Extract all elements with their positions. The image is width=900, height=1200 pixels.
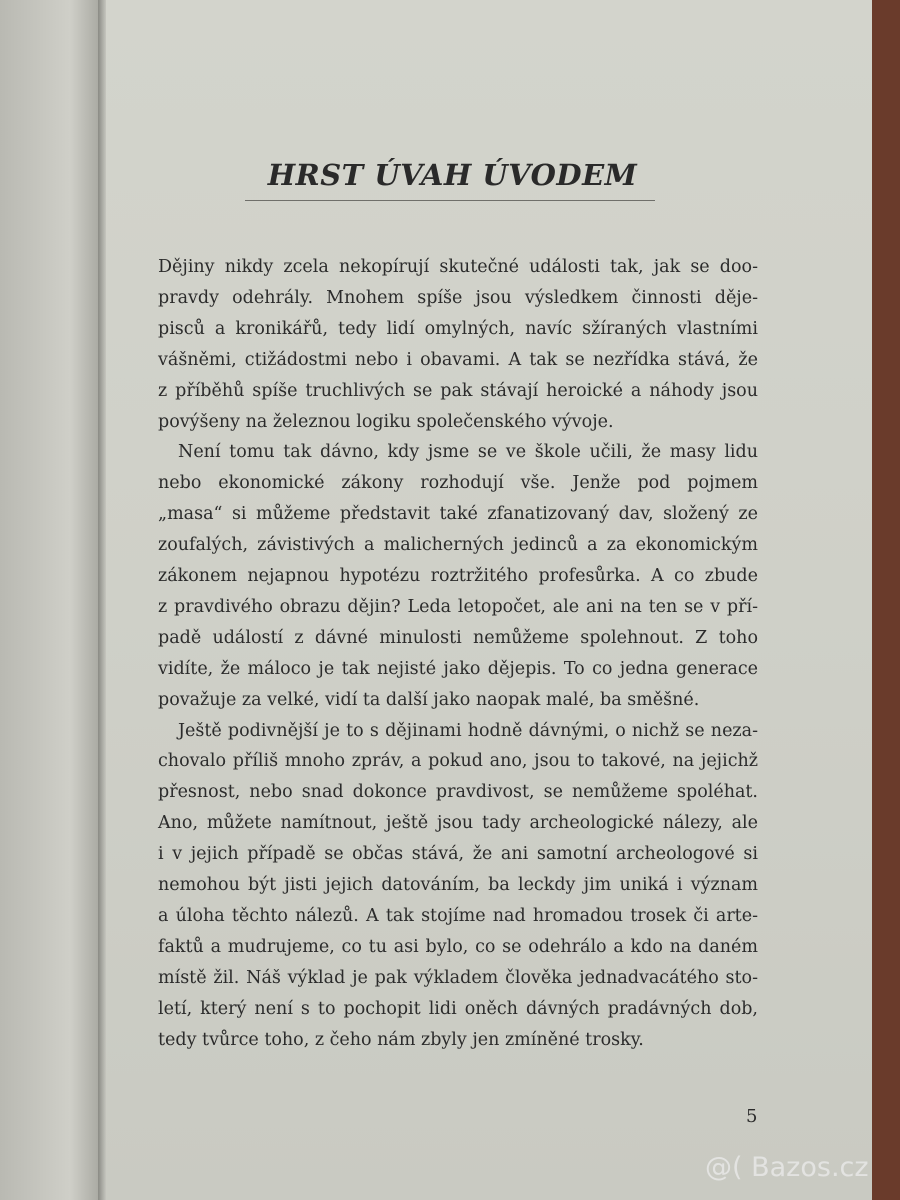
text-line: z příběhů spíše truchlivých se pak stávají heroické a náhody jsou	[158, 380, 758, 401]
page-number: 5	[746, 1106, 758, 1127]
text-line: nebo ekonomické zákony rozhodují vše. Jenže pod pojmem	[158, 473, 758, 494]
text-line: pisců a kronikářů, tedy lidí omylných, navíc sžíraných vlastními	[158, 318, 758, 339]
text-line: „masa“ si můžeme představit také zfanatizovaný dav, složený ze	[158, 504, 758, 525]
text-line: Ano, můžete namítnout, ještě jsou tady archeologické nálezy, ale	[158, 813, 758, 834]
text-line: faktů a mudrujeme, co tu asi bylo, co se odehrálo a kdo na daném	[158, 936, 758, 957]
text-line: považuje za velké, vidí ta další jako naopak malé, ba směšné.	[158, 689, 700, 710]
watermark: @( Bazos.cz	[705, 1152, 869, 1183]
chapter-title: HRST ÚVAH ÚVODEM	[267, 158, 638, 192]
text-line: povýšeny na železnou logiku společenského vývoje.	[158, 411, 614, 432]
text-line: padě událostí z dávné minulosti nemůžeme spolehnout. Z toho	[158, 627, 758, 648]
text-line: chovalo příliš mnoho zpráv, a pokud ano, jsou to takové, na jejichž	[158, 751, 758, 772]
text-line: pravdy odehrály. Mnohem spíše jsou výsledkem činnosti děje-	[158, 287, 758, 308]
text-line: vášněmi, ctižádostmi nebo i obavami. A tak se nezřídka stává, že	[158, 349, 758, 370]
text-line: i v jejich případě se občas stává, že ani samotní archeologové si	[158, 844, 758, 865]
text-line: Není tomu tak dávno, kdy jsme se ve škole učili, že masy lidu	[178, 442, 758, 463]
title-underline	[245, 200, 655, 201]
text-line: a úloha těchto nálezů. A tak stojíme nad hromadou trosek či arte-	[158, 905, 758, 926]
text-line: letí, který není s to pochopit lidi oněch dávných pradávných dob,	[158, 998, 758, 1019]
text-line: tedy tvůrce toho, z čeho nám zbyly jen zmíněné trosky.	[158, 1029, 644, 1050]
text-line: zoufalých, závistivých a malicherných jedinců a za ekonomickým	[158, 535, 758, 556]
text-line: Dějiny nikdy zcela nekopírují skutečné události tak, jak se doo-	[158, 257, 758, 277]
text-line: vidíte, že máloco je tak nejisté jako dějepis. To co jedna generace	[158, 658, 758, 679]
text-line: místě žil. Náš výklad je pak výkladem člověka jednadvacátého sto-	[158, 967, 758, 988]
text-line: zákonem nejapnou hypotézu roztržitého profesůrka. A co zbude	[158, 566, 758, 586]
text-line: přesnost, nebo snad dokonce pravdivost, se nemůžeme spoléhat.	[158, 782, 758, 803]
text-line: Ještě podivnější je to s dějinami hodně dávnými, o nichž se neza-	[178, 720, 758, 741]
text-line: nemohou být jisti jejich datováním, ba leckdy jim uniká i význam	[158, 875, 758, 895]
text-line: z pravdivého obrazu dějin? Leda letopočet, ale ani na ten se v pří-	[158, 596, 758, 617]
